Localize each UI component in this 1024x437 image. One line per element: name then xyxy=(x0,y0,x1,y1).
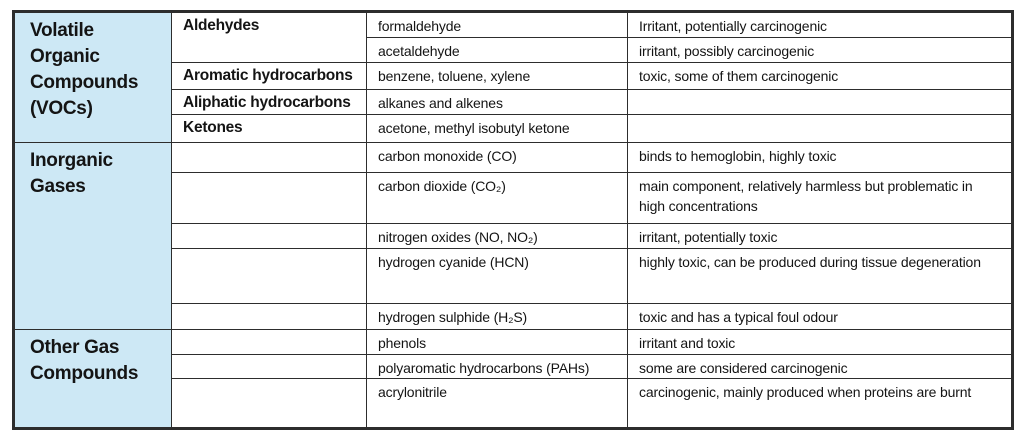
category-line: Organic xyxy=(30,46,100,67)
effect-cell xyxy=(628,379,1013,429)
effect-text: irritant and toxic xyxy=(639,335,736,351)
category-line: Gases xyxy=(30,176,86,197)
subcategory-cell xyxy=(172,304,367,330)
effect-cell xyxy=(628,330,1013,355)
effect-cell xyxy=(628,90,1013,115)
effect-cell xyxy=(628,355,1013,379)
effect-cell xyxy=(628,249,1013,304)
effect-cell xyxy=(628,115,1013,143)
effect-text: binds to hemoglobin, highly toxic xyxy=(639,148,837,164)
compound-cell: carbon monoxide (CO) xyxy=(367,143,628,173)
effect-cell xyxy=(628,12,1013,38)
compound-cell: acetone, methyl isobutyl ketone xyxy=(367,115,628,143)
subcategory-cell: Aliphatic hydrocarbons xyxy=(172,90,367,115)
gas-compounds-table xyxy=(12,10,1014,430)
effect-text: main component, relatively harmless but problematic in high concentrations xyxy=(639,178,973,214)
effect-cell xyxy=(628,143,1013,173)
category-cell xyxy=(14,330,172,429)
subcategory-cell xyxy=(172,355,367,379)
table-row xyxy=(14,330,1013,355)
subcategory-cell xyxy=(172,249,367,304)
category-cell xyxy=(14,12,172,143)
compound-cell: nitrogen oxides (NO, NO₂) xyxy=(367,224,628,249)
effect-text: toxic, some of them carcinogenic xyxy=(639,68,839,84)
subcategory-cell: Ketones xyxy=(172,115,367,143)
category-line: Other Gas xyxy=(30,337,120,358)
compound-cell: hydrogen cyanide (HCN) xyxy=(367,249,628,304)
effect-cell xyxy=(628,173,1013,224)
effect-text: highly toxic, can be produced during tissue degeneration xyxy=(639,254,981,270)
compound-cell: polyaromatic hydrocarbons (PAHs) xyxy=(367,355,628,379)
effect-text: irritant, potentially toxic xyxy=(639,229,778,245)
category-line: Volatile xyxy=(30,20,94,41)
compound-cell: phenols xyxy=(367,330,628,355)
subcategory-cell xyxy=(172,173,367,224)
subcategory-cell xyxy=(172,379,367,429)
effect-cell xyxy=(628,38,1013,63)
compound-cell: formaldehyde xyxy=(367,12,628,38)
effect-cell xyxy=(628,63,1013,90)
compound-cell: acrylonitrile xyxy=(367,379,628,429)
compound-cell: alkanes and alkenes xyxy=(367,90,628,115)
effect-text: irritant, possibly carcinogenic xyxy=(639,43,815,59)
effect-text: some are considered carcinogenic xyxy=(639,360,848,376)
category-line: (VOCs) xyxy=(30,98,93,119)
subcategory-cell: Aldehydes xyxy=(172,12,367,63)
category-line: Compounds xyxy=(30,363,139,384)
effect-text: carcinogenic, mainly produced when proteins are burnt xyxy=(639,384,972,400)
effect-text: Irritant, potentially carcinogenic xyxy=(639,18,827,34)
category-line: Compounds xyxy=(30,72,139,93)
compound-cell: acetaldehyde xyxy=(367,38,628,63)
table-body xyxy=(14,12,1013,429)
compound-cell: hydrogen sulphide (H₂S) xyxy=(367,304,628,330)
category-line: Inorganic xyxy=(30,150,113,171)
subcategory-cell xyxy=(172,143,367,173)
table-row xyxy=(14,143,1013,173)
subcategory-cell: Aromatic hydrocarbons xyxy=(172,63,367,90)
compound-cell: benzene, toluene, xylene xyxy=(367,63,628,90)
effect-text: toxic and has a typical foul odour xyxy=(639,309,838,325)
compound-cell: carbon dioxide (CO₂) xyxy=(367,173,628,224)
table-row xyxy=(14,12,1013,38)
subcategory-cell xyxy=(172,330,367,355)
effect-cell xyxy=(628,224,1013,249)
subcategory-cell xyxy=(172,224,367,249)
effect-cell xyxy=(628,304,1013,330)
category-cell xyxy=(14,143,172,330)
